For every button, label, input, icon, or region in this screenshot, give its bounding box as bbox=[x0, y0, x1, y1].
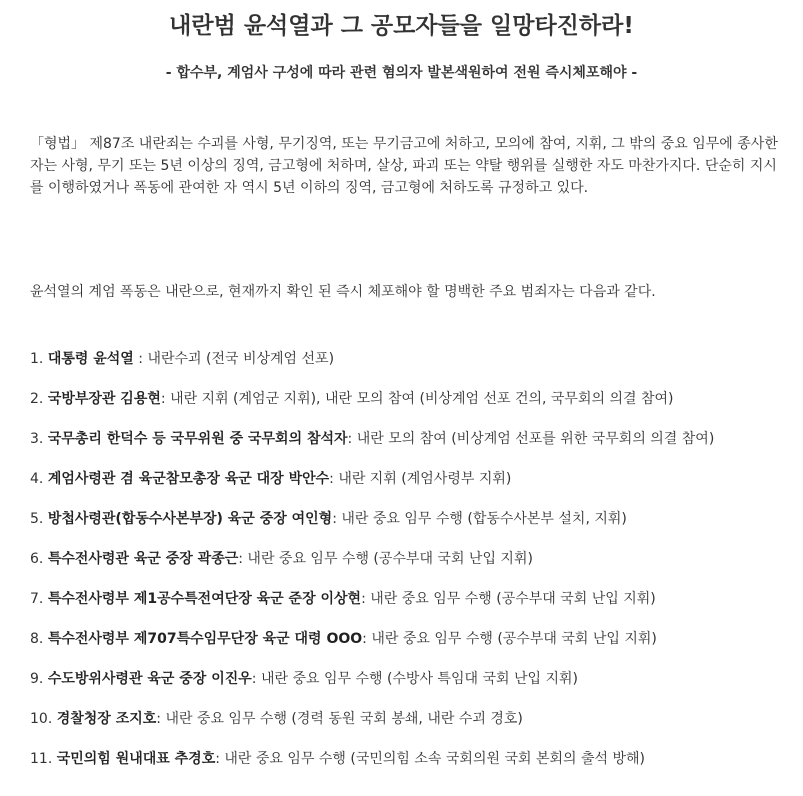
item-number: 5. bbox=[30, 511, 48, 527]
law-paragraph: 「형법」 제87조 내란죄는 수괴를 사형, 무기징역, 또는 무기금고에 처하고, 모의에 참여, 지휘, 그 밖의 중요 임무에 종사한 자는 사형, 무기 또는 5년 이상의 징역, 금고형에 처하며, 살상, 파괴 또는 약탈 행위를 실행한 자도 마찬가지다. 단순히 지시를 이행하였거나 폭동에 관여한 자 역시 5년 이하의 징역, 금고형에 처하도록 규정하고 있다. bbox=[30, 136, 778, 196]
list-item bbox=[30, 468, 790, 490]
item-person: 국방부장관 김용현 bbox=[47, 391, 161, 407]
item-charge: 내란 중요 임무 수행 (수방사 특임대 국회 난입 지휘) bbox=[260, 671, 578, 687]
item-person: 특수전사령부 제1공수특전여단장 육군 준장 이상현 bbox=[47, 591, 362, 607]
list-item bbox=[30, 668, 790, 690]
item-separator: : bbox=[332, 511, 342, 527]
item-separator: : bbox=[238, 551, 248, 567]
item-separator: : bbox=[362, 631, 372, 647]
item-number: 2. bbox=[30, 391, 48, 407]
list-item bbox=[30, 428, 790, 450]
item-number: 6. bbox=[30, 551, 48, 567]
item-charge: 내란수괴 (전국 비상계엄 선포) bbox=[147, 351, 335, 367]
item-person: 계엄사령관 겸 육군참모총장 육군 대장 박안수 bbox=[47, 471, 330, 487]
list-item bbox=[30, 708, 790, 730]
item-person: 경찰청장 조지호 bbox=[56, 711, 157, 727]
item-person: 국민의힘 원내대표 추경호 bbox=[56, 751, 216, 767]
item-charge: 내란 지휘 (계엄사령부 지휘) bbox=[338, 471, 512, 487]
item-separator: : bbox=[160, 391, 171, 407]
item-number: 10. bbox=[30, 711, 57, 727]
item-charge: 내란 모의 참여 (비상계엄 선포를 위한 국무회의 의결 참여) bbox=[356, 431, 715, 447]
item-charge: 내란 지휘 (계엄군 지휘), 내란 모의 참여 (비상계엄 선포 건의, 국무회의 의결 참여) bbox=[170, 391, 674, 407]
list-item bbox=[30, 628, 790, 650]
document-title: 내란범 윤석열과 그 공모자들을 일망타진하라! bbox=[169, 13, 634, 39]
item-separator: : bbox=[215, 751, 225, 767]
item-separator: : bbox=[361, 591, 371, 607]
item-separator: : bbox=[329, 471, 339, 487]
item-person: 대통령 윤석열 bbox=[47, 351, 134, 367]
item-person: 수도방위사령관 육군 중장 이진우 bbox=[47, 671, 252, 687]
item-charge: 내란 중요 임무 수행 (공수부대 국회 난입 지휘) bbox=[247, 551, 533, 567]
intro-paragraph: 윤석열의 계엄 폭동은 내란으로, 현재까지 확인 된 즉시 체포해야 할 명백한 주요 범죄자는 다음과 같다. bbox=[30, 284, 656, 300]
item-separator: : bbox=[251, 671, 261, 687]
item-charge: 내란 중요 임무 수행 (공수부대 국회 난입 지휘) bbox=[370, 591, 656, 607]
item-number: 8. bbox=[30, 631, 48, 647]
item-person: 특수전사령관 육군 중장 곽종근 bbox=[47, 551, 239, 567]
suspect-list bbox=[30, 348, 790, 788]
list-item bbox=[30, 548, 790, 570]
item-number: 1. bbox=[30, 351, 48, 367]
list-item bbox=[30, 508, 790, 530]
list-item bbox=[30, 748, 790, 770]
item-number: 9. bbox=[30, 671, 48, 687]
item-separator: : bbox=[133, 351, 148, 367]
item-separator: : bbox=[156, 711, 166, 727]
item-charge: 내란 중요 임무 수행 (합동수사본부 설치, 지휘) bbox=[341, 511, 627, 527]
item-charge: 내란 중요 임무 수행 (경력 동원 국회 봉쇄, 내란 수괴 경호) bbox=[165, 711, 523, 727]
item-separator: : bbox=[347, 431, 357, 447]
item-number: 11. bbox=[30, 751, 57, 767]
item-person: 방첩사령관(합동수사본부장) 육군 중장 여인형 bbox=[47, 511, 333, 527]
item-person: 국무총리 한덕수 등 국무위원 중 국무회의 참석자 bbox=[47, 431, 348, 447]
list-item bbox=[30, 388, 790, 410]
list-item bbox=[30, 588, 790, 610]
item-number: 3. bbox=[30, 431, 48, 447]
item-charge: 내란 중요 임무 수행 (공수부대 국회 난입 지휘) bbox=[371, 631, 657, 647]
list-item bbox=[30, 348, 790, 370]
item-charge: 내란 중요 임무 수행 (국민의힘 소속 국회의원 국회 본회의 출석 방해) bbox=[224, 751, 645, 767]
item-person: 특수전사령부 제707특수임무단장 육군 대령 OOO bbox=[47, 631, 363, 647]
document-subtitle: - 합수부, 계엄사 구성에 따라 관련 혐의자 발본색원하여 전원 즉시체포해야 - bbox=[165, 65, 638, 81]
item-number: 4. bbox=[30, 471, 48, 487]
item-number: 7. bbox=[30, 591, 48, 607]
